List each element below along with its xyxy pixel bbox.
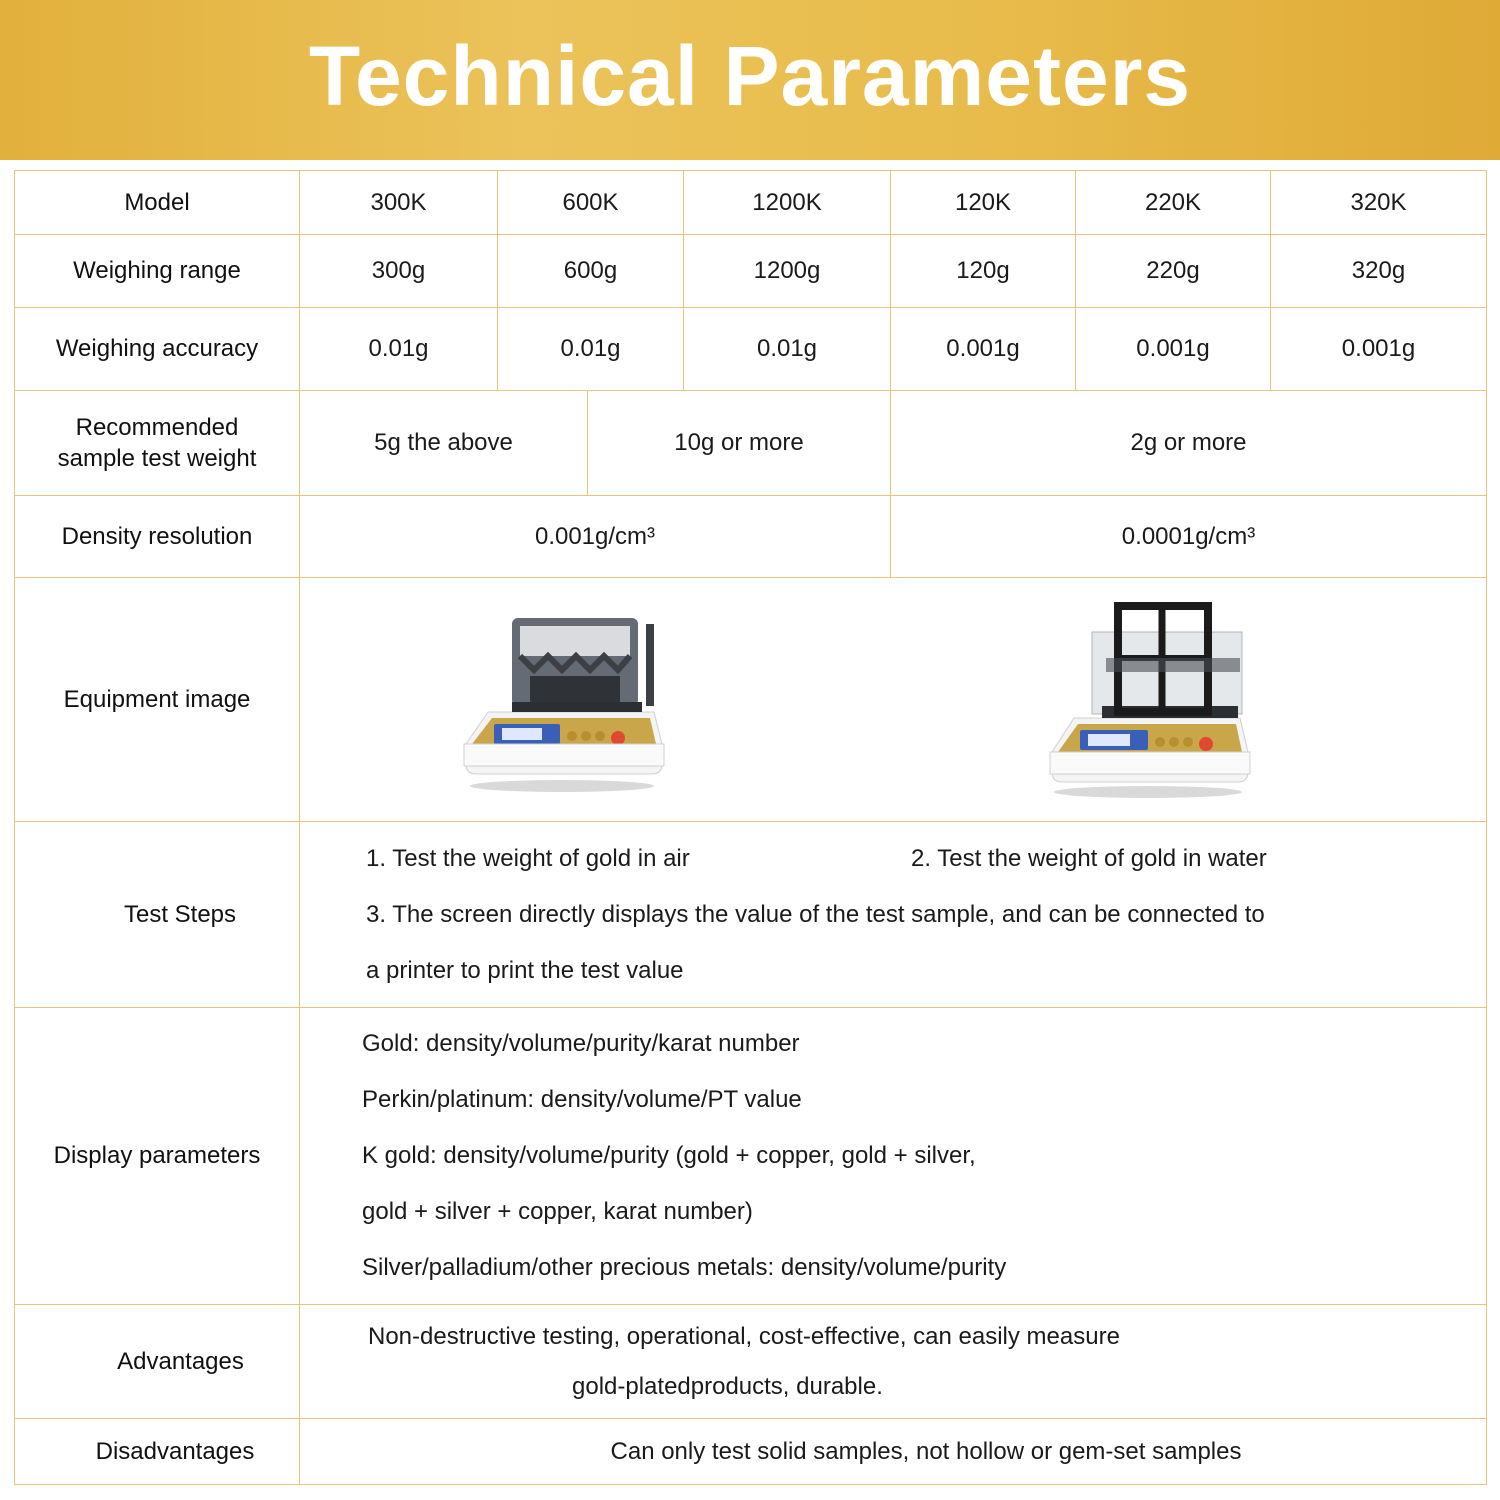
display-parameters-list (300, 1016, 1486, 1296)
cell-model-5: 220K (1076, 171, 1271, 235)
cell-accuracy-2: 0.01g (498, 308, 684, 391)
row-label-recommended-line1: Recommended (75, 413, 239, 441)
advantages-cell (300, 1305, 1487, 1419)
cell-recommended-1: 5g the above (300, 391, 588, 496)
row-label-weighing-range: Weighing range (15, 235, 300, 308)
cell-recommended-3: 2g or more (891, 391, 1487, 496)
table-row-weighing-accuracy (15, 308, 1487, 391)
display-parameter-line: K gold: density/volume/purity (gold + copper, gold + silver, (362, 1142, 976, 1169)
density-meter-image-2 (1042, 602, 1258, 802)
test-step-3-line2: a printer to print the test value (366, 956, 684, 984)
cell-recommended-2: 10g or more (588, 391, 891, 496)
test-steps-list (300, 831, 1486, 999)
cell-density-1: 0.001g/cm³ (300, 496, 891, 578)
table-row-equipment-image (15, 578, 1487, 822)
test-step-1: 1. Test the weight of gold in air (366, 844, 690, 872)
cell-accuracy-1: 0.01g (300, 308, 498, 391)
row-label-display-parameters: Display parameters (15, 1008, 300, 1305)
test-step-3-line1: 3. The screen directly displays the value of the test sample, and can be connected to (366, 900, 1265, 928)
row-label-weighing-accuracy: Weighing accuracy (15, 308, 300, 391)
disadvantages-text: Can only test solid samples, not hollow or gem-set samples (300, 1419, 1487, 1485)
table-row-advantages (15, 1305, 1487, 1419)
row-label-recommended-weight (15, 391, 300, 496)
display-parameter-line: gold + silver + copper, karat number) (362, 1198, 753, 1225)
cell-range-4: 120g (891, 235, 1076, 308)
table-row-model (15, 171, 1487, 235)
parameters-table (14, 170, 1487, 1485)
advantages-text (300, 1312, 1486, 1412)
advantages-line1: Non-destructive testing, operational, cost-effective, can easily measure (368, 1322, 1120, 1350)
equipment-image-cell (300, 578, 1487, 822)
page-title: Technical Parameters (308, 28, 1192, 123)
display-parameter-line: Silver/palladium/other precious metals: density/volume/purity (362, 1254, 1007, 1281)
cell-range-5: 220g (1076, 235, 1271, 308)
cell-model-3: 1200K (684, 171, 891, 235)
cell-range-2: 600g (498, 235, 684, 308)
cell-model-6: 320K (1271, 171, 1487, 235)
cell-accuracy-5: 0.001g (1076, 308, 1271, 391)
cell-accuracy-3: 0.01g (684, 308, 891, 391)
row-label-density-resolution: Density resolution (15, 496, 300, 578)
cell-model-1: 300K (300, 171, 498, 235)
table-row-disadvantages (15, 1419, 1487, 1485)
row-label-advantages: Advantages (15, 1305, 300, 1419)
display-parameter-line: Gold: density/volume/purity/karat number (362, 1030, 800, 1057)
row-label-disadvantages: Disadvantages (15, 1419, 300, 1485)
cell-accuracy-6: 0.001g (1271, 308, 1487, 391)
cell-range-6: 320g (1271, 235, 1487, 308)
table-row-recommended-weight (15, 391, 1487, 496)
display-parameters-cell (300, 1008, 1487, 1305)
advantages-line2: gold-platedproducts, durable. (572, 1372, 883, 1400)
density-meter-image-1 (458, 614, 668, 794)
table-row-display-parameters (15, 1008, 1487, 1305)
cell-range-1: 300g (300, 235, 498, 308)
test-steps-cell (300, 822, 1487, 1008)
cell-range-3: 1200g (684, 235, 891, 308)
cell-model-4: 120K (891, 171, 1076, 235)
table-row-density-resolution (15, 496, 1487, 578)
row-label-test-steps: Test Steps (15, 822, 300, 1008)
cell-accuracy-4: 0.001g (891, 308, 1076, 391)
cell-density-2: 0.0001g/cm³ (891, 496, 1487, 578)
row-label-model: Model (15, 171, 300, 235)
table-row-test-steps (15, 822, 1487, 1008)
test-steps-row1 (366, 831, 1486, 887)
test-step-2: 2. Test the weight of gold in water (911, 844, 1267, 872)
row-label-recommended-line2: sample test weight (57, 445, 257, 472)
cell-model-2: 600K (498, 171, 684, 235)
row-label-equipment-image: Equipment image (15, 578, 300, 822)
display-parameter-line: Perkin/platinum: density/volume/PT value (362, 1086, 802, 1113)
title-banner (0, 0, 1500, 160)
table-row-weighing-range (15, 235, 1487, 308)
